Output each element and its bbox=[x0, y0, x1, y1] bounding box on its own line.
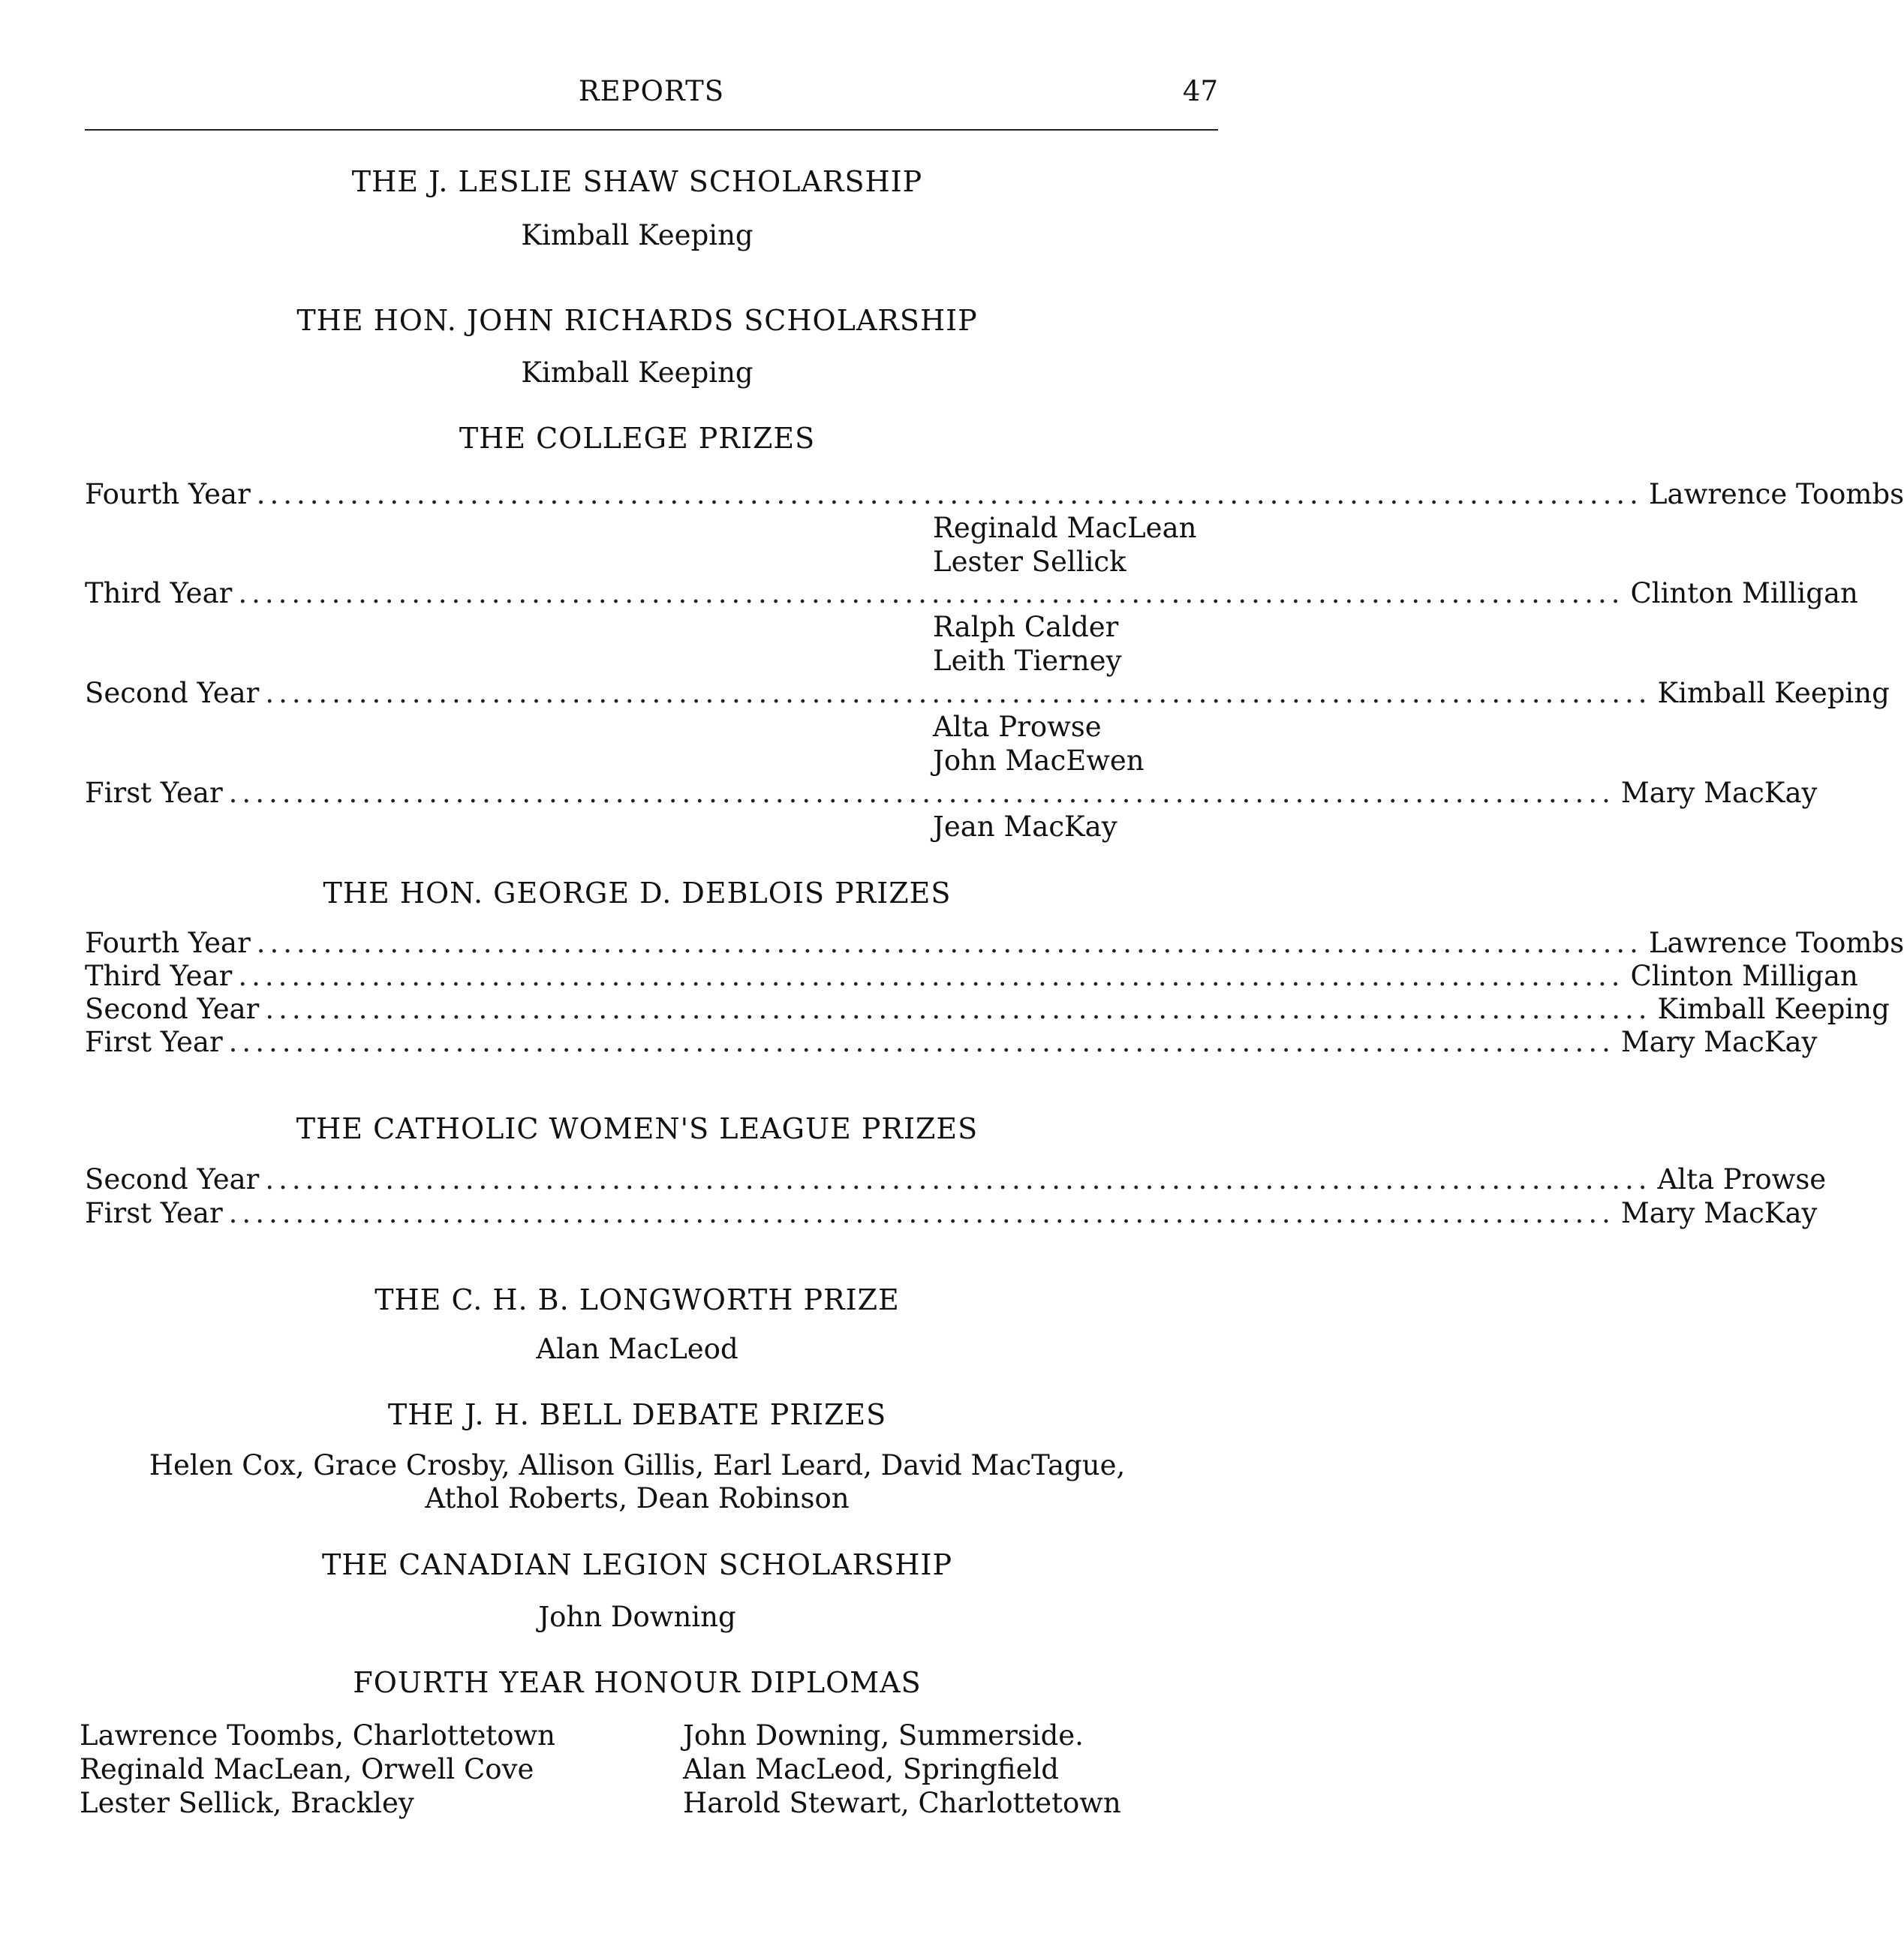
college-prizes-heading: THE COLLEGE PRIZES bbox=[459, 422, 816, 455]
dot-leader: ........................................................................................................ bbox=[228, 1026, 1615, 1058]
dot-leader: ........................................................................................................ bbox=[238, 960, 1625, 992]
diploma-recipient: Harold Stewart, Charlottetown bbox=[683, 1787, 1121, 1819]
dot-leader: ........................................................................................................ bbox=[265, 1163, 1652, 1196]
deblois-row bbox=[85, 1026, 1818, 1060]
winners-line: Helen Cox, Grace Crosby, Allison Gillis, Earl Leard, David MacTague, bbox=[149, 1449, 1126, 1481]
dot-leader: ........................................................................................................ bbox=[238, 577, 1625, 609]
prize-winner: Alta Prowse bbox=[933, 711, 1102, 743]
prize-winner: Mary MacKay bbox=[1620, 1197, 1818, 1229]
deblois-row bbox=[85, 927, 1904, 961]
cwl-row bbox=[85, 1163, 1827, 1198]
prize-winner: Lester Sellick bbox=[933, 546, 1126, 578]
diploma-recipient: Alan MacLeod, Springfield bbox=[683, 1753, 1059, 1785]
winners-line: Athol Roberts, Dean Robinson bbox=[425, 1482, 850, 1514]
richards-scholarship-heading: THE HON. JOHN RICHARDS SCHOLARSHIP bbox=[296, 304, 978, 337]
diplomas-left-column bbox=[80, 1719, 555, 1820]
college-prizes-row bbox=[85, 577, 1858, 612]
prize-winner: Kimball Keeping bbox=[1657, 993, 1890, 1025]
prize-winner: Lawrence Toombs bbox=[1648, 927, 1904, 959]
prize-winner: Kimball Keeping bbox=[1657, 677, 1890, 709]
cwl-row bbox=[85, 1197, 1818, 1232]
shaw-scholarship-heading: THE J. LESLIE SHAW SCHOLARSHIP bbox=[351, 165, 923, 198]
dot-leader: ........................................................................................................ bbox=[256, 478, 1643, 510]
college-prizes-row bbox=[85, 677, 1890, 711]
prize-winner: Jean MacKay bbox=[933, 811, 1117, 843]
bell-debate-heading: THE J. H. BELL DEBATE PRIZES bbox=[387, 1398, 887, 1431]
prize-winner: Clinton Milligan bbox=[1630, 960, 1858, 992]
prize-winner: Reginald MacLean bbox=[933, 512, 1197, 544]
cwl-prizes-heading: THE CATHOLIC WOMEN'S LEAGUE PRIZES bbox=[296, 1112, 979, 1145]
deblois-row bbox=[85, 960, 1858, 994]
dot-leader: ........................................................................................................ bbox=[265, 993, 1652, 1025]
legion-scholarship-heading: THE CANADIAN LEGION SCHOLARSHIP bbox=[321, 1548, 953, 1581]
year-label: Third Year bbox=[85, 577, 233, 609]
prize-winner: Ralph Calder bbox=[933, 611, 1119, 643]
prize-winner: Lawrence Toombs bbox=[1648, 478, 1904, 510]
header-rule bbox=[85, 129, 1218, 131]
dot-leader: ........................................................................................................ bbox=[265, 677, 1652, 709]
year-label: Fourth Year bbox=[85, 927, 251, 959]
deblois-row bbox=[85, 993, 1890, 1027]
page-number: 47 bbox=[1182, 75, 1218, 107]
prize-winner: Mary MacKay bbox=[1620, 1026, 1818, 1058]
prize-winner: Mary MacKay bbox=[1620, 777, 1818, 809]
shaw-scholarship-winner: Kimball Keeping bbox=[521, 219, 753, 251]
prize-winner: Leith Tierney bbox=[933, 645, 1122, 677]
year-label: Second Year bbox=[85, 993, 260, 1025]
bell-debate-winners bbox=[0, 1449, 1274, 1515]
honour-diplomas-heading: FOURTH YEAR HONOUR DIPLOMAS bbox=[353, 1666, 922, 1699]
college-prizes-row bbox=[85, 478, 1904, 513]
college-prizes-extra-winners bbox=[933, 610, 1121, 678]
dot-leader: ........................................................................................................ bbox=[228, 1197, 1615, 1229]
year-label: First Year bbox=[85, 1026, 223, 1058]
prize-winner: John MacEwen bbox=[933, 744, 1145, 777]
year-label: Second Year bbox=[85, 1163, 260, 1196]
diploma-recipient: John Downing, Summerside. bbox=[683, 1719, 1084, 1752]
college-prizes-extra-winners bbox=[933, 511, 1196, 579]
diploma-recipient: Lester Sellick, Brackley bbox=[80, 1787, 414, 1819]
year-label: Third Year bbox=[85, 960, 233, 992]
deblois-prizes-heading: THE HON. GEORGE D. DEBLOIS PRIZES bbox=[323, 877, 952, 910]
running-title: REPORTS bbox=[578, 75, 725, 107]
prize-winner: Alta Prowse bbox=[1657, 1163, 1827, 1196]
year-label: Fourth Year bbox=[85, 478, 251, 510]
richards-scholarship-winner: Kimball Keeping bbox=[521, 356, 753, 389]
college-prizes-extra-winners bbox=[933, 810, 1117, 844]
running-head bbox=[85, 75, 1218, 120]
longworth-prize-heading: THE C. H. B. LONGWORTH PRIZE bbox=[374, 1283, 900, 1316]
year-label: Second Year bbox=[85, 677, 260, 709]
diploma-recipient: Reginald MacLean, Orwell Cove bbox=[80, 1753, 534, 1785]
college-prizes-extra-winners bbox=[933, 710, 1145, 777]
diploma-recipient: Lawrence Toombs, Charlottetown bbox=[80, 1719, 556, 1752]
dot-leader: ........................................................................................................ bbox=[228, 777, 1615, 809]
legion-scholarship-winner: John Downing bbox=[538, 1601, 736, 1633]
diplomas-right-column bbox=[683, 1719, 1121, 1820]
dot-leader: ........................................................................................................ bbox=[256, 927, 1643, 959]
year-label: First Year bbox=[85, 1197, 223, 1229]
year-label: First Year bbox=[85, 777, 223, 809]
prize-winner: Clinton Milligan bbox=[1630, 577, 1858, 609]
college-prizes-row bbox=[85, 777, 1818, 811]
longworth-prize-winner: Alan MacLeod bbox=[536, 1333, 738, 1365]
